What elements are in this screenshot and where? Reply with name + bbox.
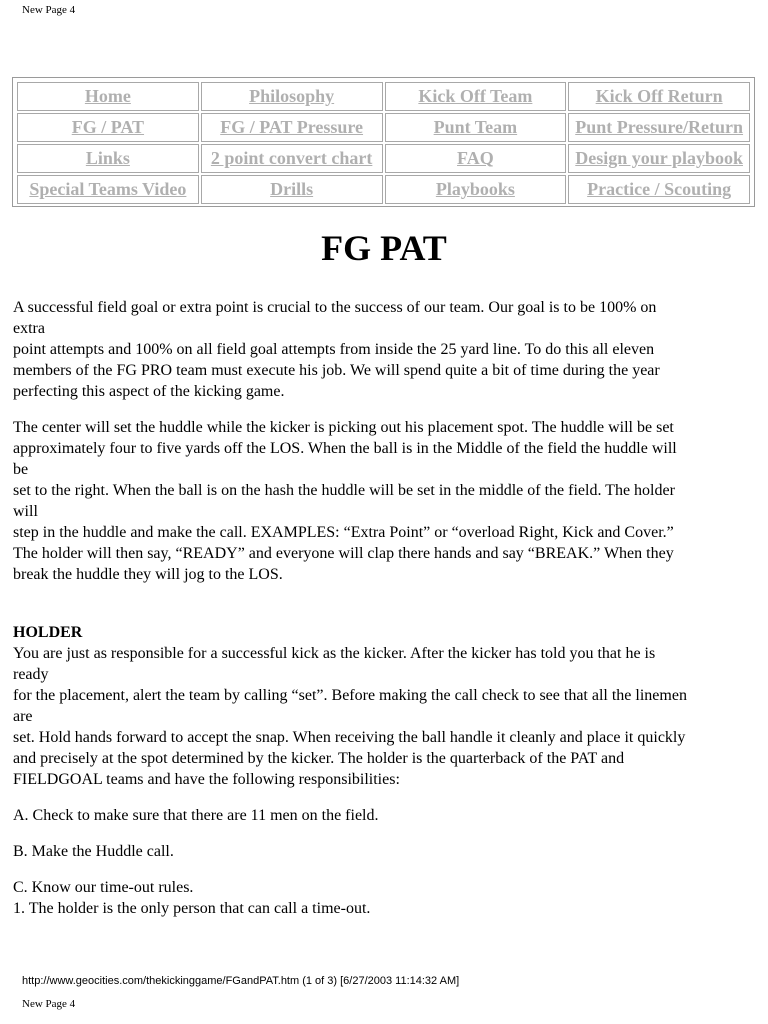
nav-link-fg-pat[interactable]: FG / PAT — [71, 117, 145, 137]
text-line: extra — [13, 320, 45, 337]
nav-row — [17, 82, 750, 111]
nav-link-kick-off-return[interactable]: Kick Off Return — [595, 86, 723, 106]
nav-link-drills[interactable]: Drills — [270, 179, 314, 199]
holder-item-c — [13, 877, 758, 919]
text-line: perfecting this aspect of the kicking game. — [13, 383, 285, 400]
text-line: for the placement, alert the team by calling “set”. Before making the call check to see that all the linemen — [13, 687, 687, 704]
text-line: You are just as responsible for a successful kick as the kicker. After the kicker has told you that he is — [13, 645, 656, 662]
nav-link-design-playbook[interactable]: Design your playbook — [575, 148, 743, 168]
nav-table — [12, 77, 755, 207]
text-line: will — [13, 503, 38, 520]
nav-row — [17, 144, 750, 173]
nav-link-special-teams-video[interactable]: Special Teams Video — [29, 179, 187, 199]
page-title: FG PAT — [321, 228, 447, 268]
nav-link-faq[interactable]: FAQ — [457, 148, 494, 168]
text-line: set to the right. When the ball is on the hash the huddle will be set in the middle of the field. The holder — [13, 482, 675, 499]
nav-link-philosophy[interactable]: Philosophy — [249, 86, 335, 106]
holder-item-b: B. Make the Huddle call. — [13, 843, 174, 860]
text-line: and precisely at the spot determined by the kicker. The holder is the quarterback of the PAT and — [13, 750, 625, 767]
text-line: set. Hold hands forward to accept the snap. When receiving the ball handle it cleanly and place it quickly — [13, 729, 686, 746]
nav-row — [17, 113, 750, 142]
text-line: The center will set the huddle while the kicker is picking out his placement spot. The huddle will be set — [13, 419, 674, 436]
text-line: step in the huddle and make the call. EXAMPLES: “Extra Point” or “overload Right, Kick and Cover.” — [13, 524, 674, 541]
nav-link-2-point-chart[interactable]: 2 point convert chart — [210, 148, 373, 168]
text-line: 1. The holder is the only person that can call a time-out. — [13, 900, 371, 917]
holder-heading: HOLDER — [13, 624, 83, 641]
holder-paragraph — [13, 643, 758, 790]
page-url-footer: http://www.geocities.com/thekickinggame/FGandPAT.htm (1 of 3) [6/27/2003 11:14:32 AM] — [22, 975, 460, 987]
text-line: break the huddle they will jog to the LOS. — [13, 566, 283, 583]
intro-paragraph — [13, 297, 758, 402]
huddle-paragraph — [13, 417, 758, 585]
nav-link-kick-off-team[interactable]: Kick Off Team — [418, 86, 533, 106]
nav-link-fg-pat-pressure[interactable]: FG / PAT Pressure — [220, 117, 364, 137]
nav-link-punt-team[interactable]: Punt Team — [433, 117, 518, 137]
nav-link-punt-pressure-return[interactable]: Punt Pressure/Return — [575, 117, 744, 137]
text-line: ready — [13, 666, 49, 683]
page-header: New Page 4 — [22, 4, 76, 16]
text-line: members of the FG PRO team must execute his job. We will spend quite a bit of time during the year — [13, 362, 660, 379]
text-line: The holder will then say, “READY” and everyone will clap there hands and say “BREAK.” When they — [13, 545, 674, 562]
text-line: are — [13, 708, 33, 725]
nav-link-links[interactable]: Links — [85, 148, 130, 168]
text-line: point attempts and 100% on all field goal attempts from inside the 25 yard line. To do this all eleven — [13, 341, 655, 358]
text-line: FIELDGOAL teams and have the following responsibilities: — [13, 771, 400, 788]
nav-link-practice-scouting[interactable]: Practice / Scouting — [587, 179, 732, 199]
nav-row — [17, 175, 750, 204]
text-line: be — [13, 461, 29, 478]
nav-link-home[interactable]: Home — [84, 86, 131, 106]
text-line: C. Know our time-out rules. — [13, 879, 194, 896]
article-body — [13, 297, 758, 934]
page-footer: New Page 4 — [22, 998, 76, 1010]
nav-link-playbooks[interactable]: Playbooks — [435, 179, 515, 199]
text-line: approximately four to five yards off the LOS. When the ball is in the Middle of the field the huddle will — [13, 440, 677, 457]
text-line: A successful field goal or extra point is crucial to the success of our team. Our goal is to be 100% on — [13, 299, 657, 316]
holder-item-a: A. Check to make sure that there are 11 men on the field. — [13, 807, 379, 824]
